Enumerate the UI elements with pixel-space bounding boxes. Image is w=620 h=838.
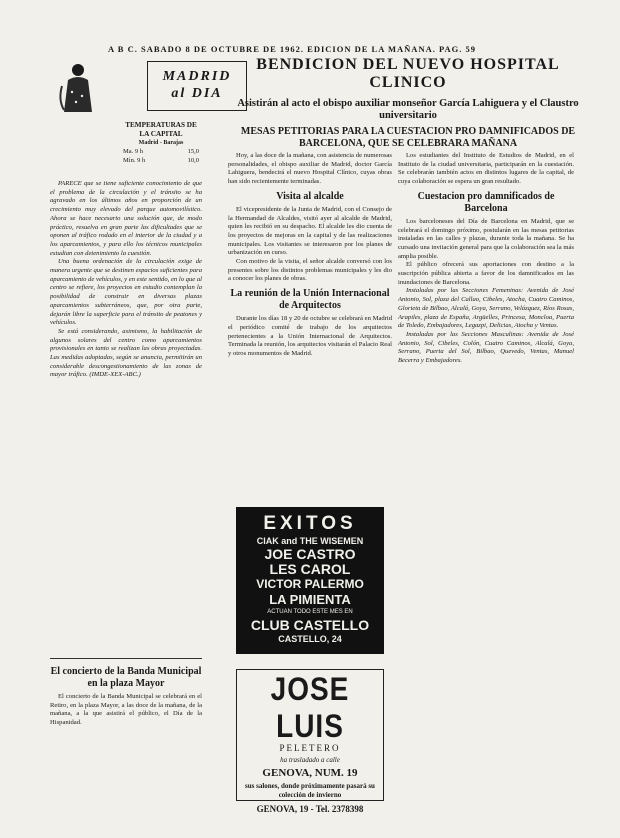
temperature-value: 15,0 (187, 148, 199, 155)
temperature-label: Ma. 9 h (123, 148, 144, 155)
middle-paragraph-2: El vicepresidente de la Junta de Madrid, con el Consejo de la Hermandad de Alcaldes, visitó ayer al alcalde de Madrid, quien les recibió en su despacho. El alcalde les dio cuenta de los proyectos de mejoras en la capital y de las realizaciones municipales. Los visitantes se interesaron por los planes de urbanización en curso. (228, 205, 392, 257)
right-column (398, 152, 574, 812)
ad2-moved: ha trasladado a calle (280, 756, 340, 764)
right-paragraph-3: El público ofrecerá sus aportaciones con destino a la suscripción pública abierta a favor de los damnificados en las inundaciones de Barcelona. (398, 261, 574, 286)
ad2-address: GENOVA, NUM. 19 (262, 767, 358, 779)
ad1-line8: CLUB CASTELLO (250, 617, 370, 633)
divider (50, 658, 202, 659)
middle-paragraph-3: Con motivo de la visita, el señor alcalde conversó con los presentes sobre los distintos problemas municipales y les dio a conocer los planes de obras. (228, 258, 392, 283)
jose-luis-ad (236, 669, 384, 814)
right-paragraph-5: Instaladas por las Secciones Masculinas: Avenida de José Antonio, Sol, Cibeles, Colón, Cuatro Caminos, Alcalá, Goya, Serrano, Puerta del Sol, Bilbao, Quevedo, Ventas, Manuel Becerra y Embajadores. (398, 330, 574, 365)
ad2-sub: PELETERO (279, 743, 341, 753)
middle-paragraph-1: Hoy, a las doce de la mañana, con asistencia de numerosas personalidades, el obispo auxiliar de Madrid, doctor García Lahiguera, bendecirá el nuevo Hospital Clínico, cuyas obras han sido recientemente terminadas. (228, 152, 392, 186)
ad1-line3: JOE CASTRO (264, 546, 356, 562)
club-castello-ad (236, 507, 384, 654)
ad1-line6: LA PIMIENTA (269, 592, 351, 607)
temperature-title: TEMPERATURAS DE LA CAPITAL (125, 121, 197, 138)
cuestacion-heading: Cuestacion pro damnificados de Barcelona (417, 190, 555, 214)
ad1-line5: VICTOR PALERMO (256, 577, 364, 591)
temperature-row (123, 147, 199, 156)
temperature-box (123, 121, 199, 165)
left-column-bottom (50, 662, 202, 812)
left-paragraph-1: PARECE que se tiene suficiente conocimiento de que el problema de la circulación y el tránsito se ha agravado en los últimos años en proporción de un crecimiento muy elevado del parque automovilístico. Ahora se hace necesario una solución que, de modo práctico, resuelva en gran parte las dificultades que se oponen al tráfico rodado en el interior de la ciudad y a los aparcamientos, y para ello los técnicos municipales estudian con detenimiento la cuestión. (50, 180, 202, 257)
middle-paragraph-4: Durante los días 18 y 20 de octubre se celebrará en Madrid el periódico comité de trabajo de los arquitectos pertenecientes a la Unión Internacional de Arquitectos. Terminada la reunión, los arquitectos visitarán el Palacio Real y otros monumentos de Madrid. (228, 315, 392, 357)
middle-column (228, 152, 392, 500)
page-header: A B C. SABADO 8 DE OCTUBRE DE 1962. EDICION DE LA MAÑANA. PAG. 59 (108, 44, 477, 54)
temperature-value: 10,0 (187, 157, 199, 164)
madrid-box-line2: al DIA (171, 86, 223, 101)
right-paragraph-2: Los barceloneses del Día de Barcelona en Madrid, que se celebrará el domingo próximo, postularán en las mesas petitorias instaladas en las calles y plazas, durante toda la mañana. Se ha cursado una invitación general para que la colaboración sea la más amplia posible. (398, 217, 574, 260)
main-deck: MESAS PETITORIAS PARA LA CUESTACION PRO DAMNIFICADOS DE BARCELONA, QUE SE CELEBRARA MAÑANA (240, 126, 576, 149)
ad2-brand: JOSE LUIS (270, 671, 350, 744)
woman-illustration (52, 62, 112, 114)
right-paragraph-4: Instaladas por las Secciones Femeninas: Avenida de José Antonio, Sol, plaza del Callao, Cibeles, Atocha, Cuatro Caminos, Glorieta de Bilbao, Alcalá, Goya, Serrano, Velázquez, Ríos Rosas, Arapiles, plaza de España, Argüelles, Princesa, Moncloa, Puerta de Toledo, Embajadores, Legazpi, Delicias, Atocha y Ventas. (398, 287, 574, 330)
ad1-line9: CASTELLO, 24 (278, 634, 342, 644)
ad1-line1: EXITOS (263, 513, 357, 534)
ad2-phone: GENOVA, 19 - Tel. 2378398 (256, 804, 364, 814)
main-headline: BENDICION DEL NUEVO HOSPITAL CLINICO (256, 56, 560, 91)
main-subhead: Asistirán al acto el obispo auxiliar monseñor García Lahiguera y el Claustro universitario (237, 98, 579, 121)
left-paragraph-2: Una buena ordenación de la circulación exige de manera urgente que se destinen espacios suficientes para aparcamiento de vehículos, y en este sentido, en lo que al centro se refiere, los proyectos en estudio contemplan la posibilidad de construir en diversas plazas aparcamientos subterráneos, que, por otra parte, dejarán libre la superficie para el tránsito de peatones y vehículos. (50, 258, 202, 327)
concierto-heading: El concierto de la Banda Municipal en la plaza Mayor (50, 666, 202, 689)
madrid-box-line1: MADRID (162, 69, 232, 84)
temperature-label: Mín. 9 h (123, 157, 146, 164)
visita-heading: Visita al alcalde (276, 190, 344, 202)
right-paragraph-1: Los estudiantes del Instituto de Estudios de Madrid, en el Instituto de la ciudad universitaria, participarán en la cuestación. Se celebrarán también actos en distintos lugares de la capital, de cuya colaboración se espera un gran resultado. (398, 152, 574, 186)
arquitectos-heading: La reunión de la Unión Internacional de Arquitectos (230, 288, 390, 312)
left-column (50, 180, 202, 648)
temperature-subtitle: Madrid - Barajas (138, 140, 184, 146)
concierto-paragraph: El concierto de la Banda Municipal se celebrará en el Retiro, en la plaza Mayor, a las doce de la mañana, de la mañana, a la que asistirá el público, el Día de la Hispanidad. (50, 693, 202, 727)
ad2-text: sus salones, donde próximamente pasará su colección de invierno (245, 782, 375, 799)
ad1-line2: CIAK and THE WISEMEN (256, 536, 364, 546)
left-paragraph-3: Se está considerando, asimismo, la habilitación de algunos solares del centro como aparcamientos provisionales en tanto se realizan las obras proyectadas. Las medidas adoptadas, según se anuncia, permitirán un considerable descongestionamiento de las zonas de mayor tráfico. (IMDE-XEX-ABC.) (50, 327, 202, 379)
temperature-row (123, 156, 199, 165)
ad1-line7: ACTUAN TODO ESTE MES EN (267, 609, 353, 615)
ad1-line4: LES CAROL (269, 561, 351, 577)
